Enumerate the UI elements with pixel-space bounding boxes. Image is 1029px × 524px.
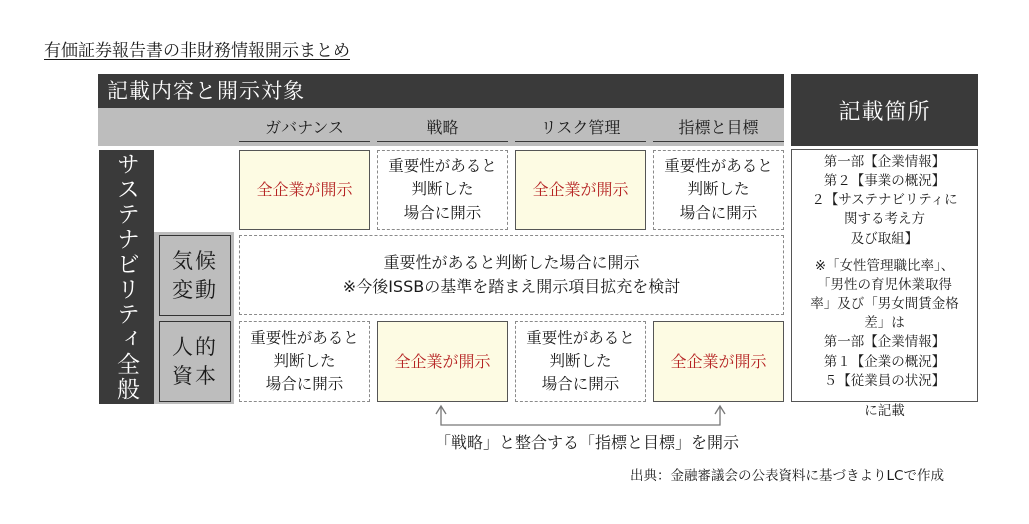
cell-general-strategy: 重要性があると 判断した 場合に開示 (377, 150, 508, 230)
row-label-climate: 気候 変動 (159, 235, 231, 316)
location-line: 第一部【企業情報】 (823, 334, 946, 351)
source-note: 出典：金融審議会の公表資料に基づきよりLCで作成 (630, 468, 944, 484)
column-header-risk-management: リスク管理 (515, 112, 646, 142)
connector-line (441, 407, 720, 425)
location-line: ５【従業員の状況】 (823, 372, 946, 389)
cell-human-metrics: 全企業が開示 (653, 321, 784, 402)
column-header-metrics-targets: 指標と目標 (653, 112, 784, 142)
cell-general-governance: 全企業が開示 (239, 150, 370, 230)
column-header-governance: ガバナンス (239, 112, 370, 142)
location-line: 差」は (864, 315, 905, 332)
cell-general-risk: 全企業が開示 (515, 150, 646, 230)
location-line: ２【サステナビリティに (811, 192, 958, 209)
cell-human-strategy: 全企業が開示 (377, 321, 508, 402)
side-label-sustainability: サステナビリティ全般 (113, 152, 139, 402)
location-line: 及び取組】 (850, 230, 919, 247)
location-line: 第２【事業の概況】 (823, 173, 946, 190)
location-line: 「男性の育児休業取得 (817, 276, 952, 293)
location-tail: に記載 (864, 403, 905, 419)
location-line: 率」及び「男女間賃金格 (810, 296, 959, 313)
cell-human-governance: 重要性があると 判断した 場合に開示 (239, 321, 370, 402)
cell-climate-merged: 重要性があると判断した場合に開示 ※今後ISSBの基準を踏まえ開示項目拡充を検討 (239, 235, 784, 315)
location-line: ※「女性管理職比率」、 (814, 257, 955, 274)
column-header-strategy: 戦略 (377, 112, 508, 142)
location-line: 関する考え方 (844, 211, 925, 228)
connector-note: 「戦略」と整合する「指標と目標」を開示 (435, 433, 740, 452)
location-header: 記載箇所 (791, 74, 978, 146)
location-line: 第一部【企業情報】 (823, 154, 946, 170)
content-header: 記載内容と開示対象 (98, 74, 784, 108)
row-label-human-capital: 人的 資本 (159, 321, 231, 402)
location-line: 第１【企業の概況】 (823, 353, 946, 370)
cell-human-risk: 重要性があると 判断した 場合に開示 (515, 321, 646, 402)
page-title: 有価証券報告書の非財務情報開示まとめ (44, 41, 350, 61)
cell-general-metrics: 重要性があると 判断した 場合に開示 (653, 150, 784, 230)
